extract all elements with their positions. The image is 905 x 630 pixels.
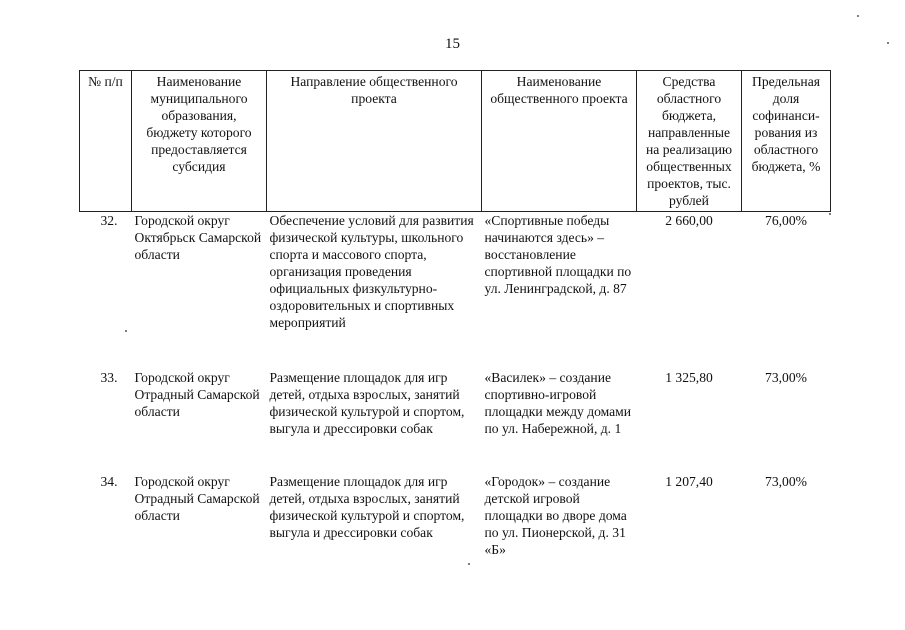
subsidy-table (79, 70, 831, 593)
municipality-cell: Городской округ Отрадный Самарской области (134, 369, 260, 419)
project-cell: «Городок» – создание детской игровой площадки во дворе дома по ул. Пионерской, д. 31 «Б» (484, 473, 627, 557)
share-cell: 73,00% (765, 369, 807, 385)
row-number: 33. (100, 369, 118, 385)
header-budget-amount: Средства областного бюджета, направленные на реализацию общественных проектов, тыс. рублей (637, 71, 742, 212)
share-cell: 76,00% (765, 213, 807, 228)
table-row (80, 473, 831, 593)
table-row (80, 212, 831, 369)
table-row (80, 369, 831, 473)
header-number: № п/п (80, 71, 132, 212)
table-header-row (80, 71, 831, 212)
row-number: 34. (100, 473, 118, 489)
direction-cell: Обеспечение условий для развития физической культуры, школьного спорта и массового спорта, организация проведения официальных физкультурно-оздоровительных и спортивных мероприятий (269, 213, 474, 330)
amount-cell: 1 207,40 (665, 473, 713, 489)
header-cofinancing-share: Предельная доля софинанси-рования из областного бюджета, % (742, 71, 831, 212)
header-municipality: Наименование муниципального образования, бюджету которого предоставляется субсидия (132, 71, 267, 212)
header-project-name: Наименование общественного проекта (482, 71, 637, 212)
scan-speck (125, 330, 127, 332)
direction-cell: Размещение площадок для игр детей, отдыха взрослых, занятий физической культурой и спортом, выгула и дрессировки собак (269, 369, 465, 436)
share-cell: 73,00% (765, 473, 807, 489)
municipality-cell: Городской округ Октябрьск Самарской области (134, 213, 262, 262)
scan-speck (468, 563, 470, 565)
amount-cell: 2 660,00 (665, 213, 713, 228)
scan-speck (829, 213, 831, 215)
project-cell: «Василек» – создание спортивно-игровой площадки между домами по ул. Набережной, д. 1 (484, 369, 632, 436)
page-number: 15 (445, 36, 460, 52)
scan-speck (857, 15, 859, 17)
direction-cell: Размещение площадок для игр детей, отдыха взрослых, занятий физической культурой и спортом, выгула и дрессировки собак (269, 473, 465, 540)
municipality-cell: Городской округ Отрадный Самарской области (134, 473, 260, 523)
project-cell: «Спортивные победы начинаются здесь» – восстановление спортивной площадки по ул. Ленинградской, д. 87 (484, 213, 632, 296)
scan-speck (887, 42, 889, 44)
amount-cell: 1 325,80 (665, 369, 713, 385)
header-direction: Направление общественного проекта (267, 71, 482, 212)
row-number: 32. (100, 213, 118, 228)
